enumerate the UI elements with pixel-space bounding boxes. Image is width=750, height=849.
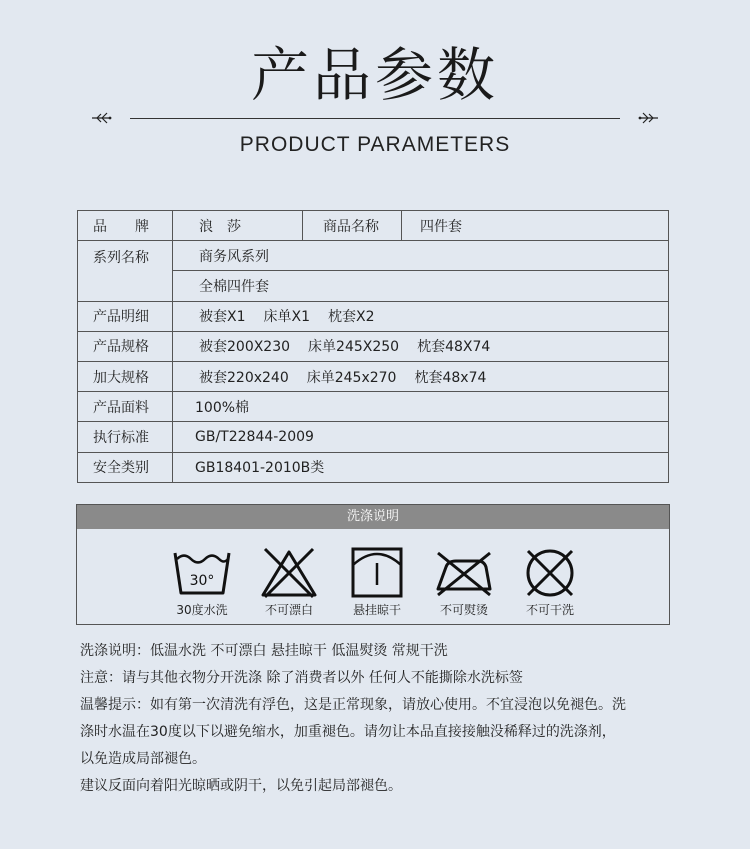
no-dry-clean-label: 不可干洗 [525, 603, 574, 617]
no-bleach-label: 不可漂白 [264, 603, 313, 617]
spec-values [173, 331, 669, 361]
fabric-value: 100%棉 [173, 392, 669, 422]
no-bleach-icon [259, 547, 319, 599]
table-row [78, 331, 669, 361]
series-value-1: 商务风系列 [173, 241, 669, 271]
spec-value: 枕套48X74 [417, 339, 491, 356]
wash-30-label: 30度水洗 [176, 603, 228, 617]
large-spec-value: 被套220x240 [199, 369, 289, 386]
standard-value: GB/T22844-2009 [173, 422, 669, 452]
note-line: 以免造成局部褪色。 [80, 751, 206, 767]
care-notes [80, 638, 680, 800]
table-row [78, 241, 669, 271]
large-spec-label: 加大规格 [78, 361, 173, 391]
spec-label: 产品规格 [78, 331, 173, 361]
spec-value: 床单245X250 [308, 339, 400, 356]
standard-label: 执行标准 [78, 422, 173, 452]
no-iron-label: 不可熨烫 [439, 603, 488, 617]
note-line: 涤时水温在30度以下以避免缩水，加重褪色。请勿让本品直接接触没稀释过的洗涤剂， [80, 724, 616, 740]
large-spec-value: 枕套48x74 [414, 369, 487, 386]
note-line: 温馨提示：如有第一次清洗有浮色，这是正常现象，请放心使用。不宜浸泡以免褪色。洗 [80, 697, 626, 713]
detail-value: 被套X1 [199, 309, 246, 326]
series-value-2: 全棉四件套 [173, 271, 669, 301]
product-name-value: 四件套 [402, 211, 669, 241]
wash-temperature-text: 30° [189, 573, 215, 589]
fabric-label: 产品面料 [78, 392, 173, 422]
parameters-table [77, 210, 669, 483]
safety-label: 安全类别 [78, 452, 173, 482]
safety-value: GB18401-2010B类 [173, 452, 669, 482]
page-title: 产品参数 [250, 41, 499, 109]
ornament-left-icon [90, 110, 112, 126]
washing-header: 洗涤说明 [77, 505, 669, 529]
large-spec-value: 床单245x270 [306, 369, 397, 386]
note-line: 建议反面向着阳光晾晒或阴干，以免引起局部褪色。 [80, 778, 402, 794]
large-spec-values [173, 361, 669, 391]
no-iron-icon [434, 547, 494, 599]
detail-values [173, 301, 669, 331]
table-row [78, 452, 669, 482]
detail-label: 产品明细 [78, 301, 173, 331]
title-divider [130, 118, 620, 119]
ornament-right-icon [638, 110, 660, 126]
hang-dry-icon [347, 547, 407, 599]
no-dry-clean-icon [520, 547, 580, 599]
page-subtitle: PRODUCT PARAMETERS [239, 133, 511, 156]
table-row [78, 301, 669, 331]
table-row [78, 211, 669, 241]
detail-value: 枕套X2 [328, 309, 375, 326]
table-row [78, 392, 669, 422]
spec-value: 被套200X230 [199, 339, 291, 356]
washing-panel [76, 504, 670, 625]
note-line: 注意：请与其他衣物分开洗涤 除了消费者以外 任何人不能撕除水洗标签 [80, 670, 523, 686]
brand-value: 浪 莎 [173, 211, 303, 241]
note-line: 洗涤说明：低温水洗 不可漂白 悬挂晾干 低温熨烫 常规干洗 [80, 643, 448, 659]
wash-30-icon [172, 547, 232, 599]
hang-dry-label: 悬挂晾干 [352, 603, 401, 617]
detail-value: 床单X1 [263, 309, 310, 326]
product-name-label: 商品名称 [303, 211, 402, 241]
series-label: 系列名称 [78, 241, 173, 301]
table-row [78, 422, 669, 452]
table-row [78, 361, 669, 391]
brand-label: 品 牌 [78, 211, 173, 241]
